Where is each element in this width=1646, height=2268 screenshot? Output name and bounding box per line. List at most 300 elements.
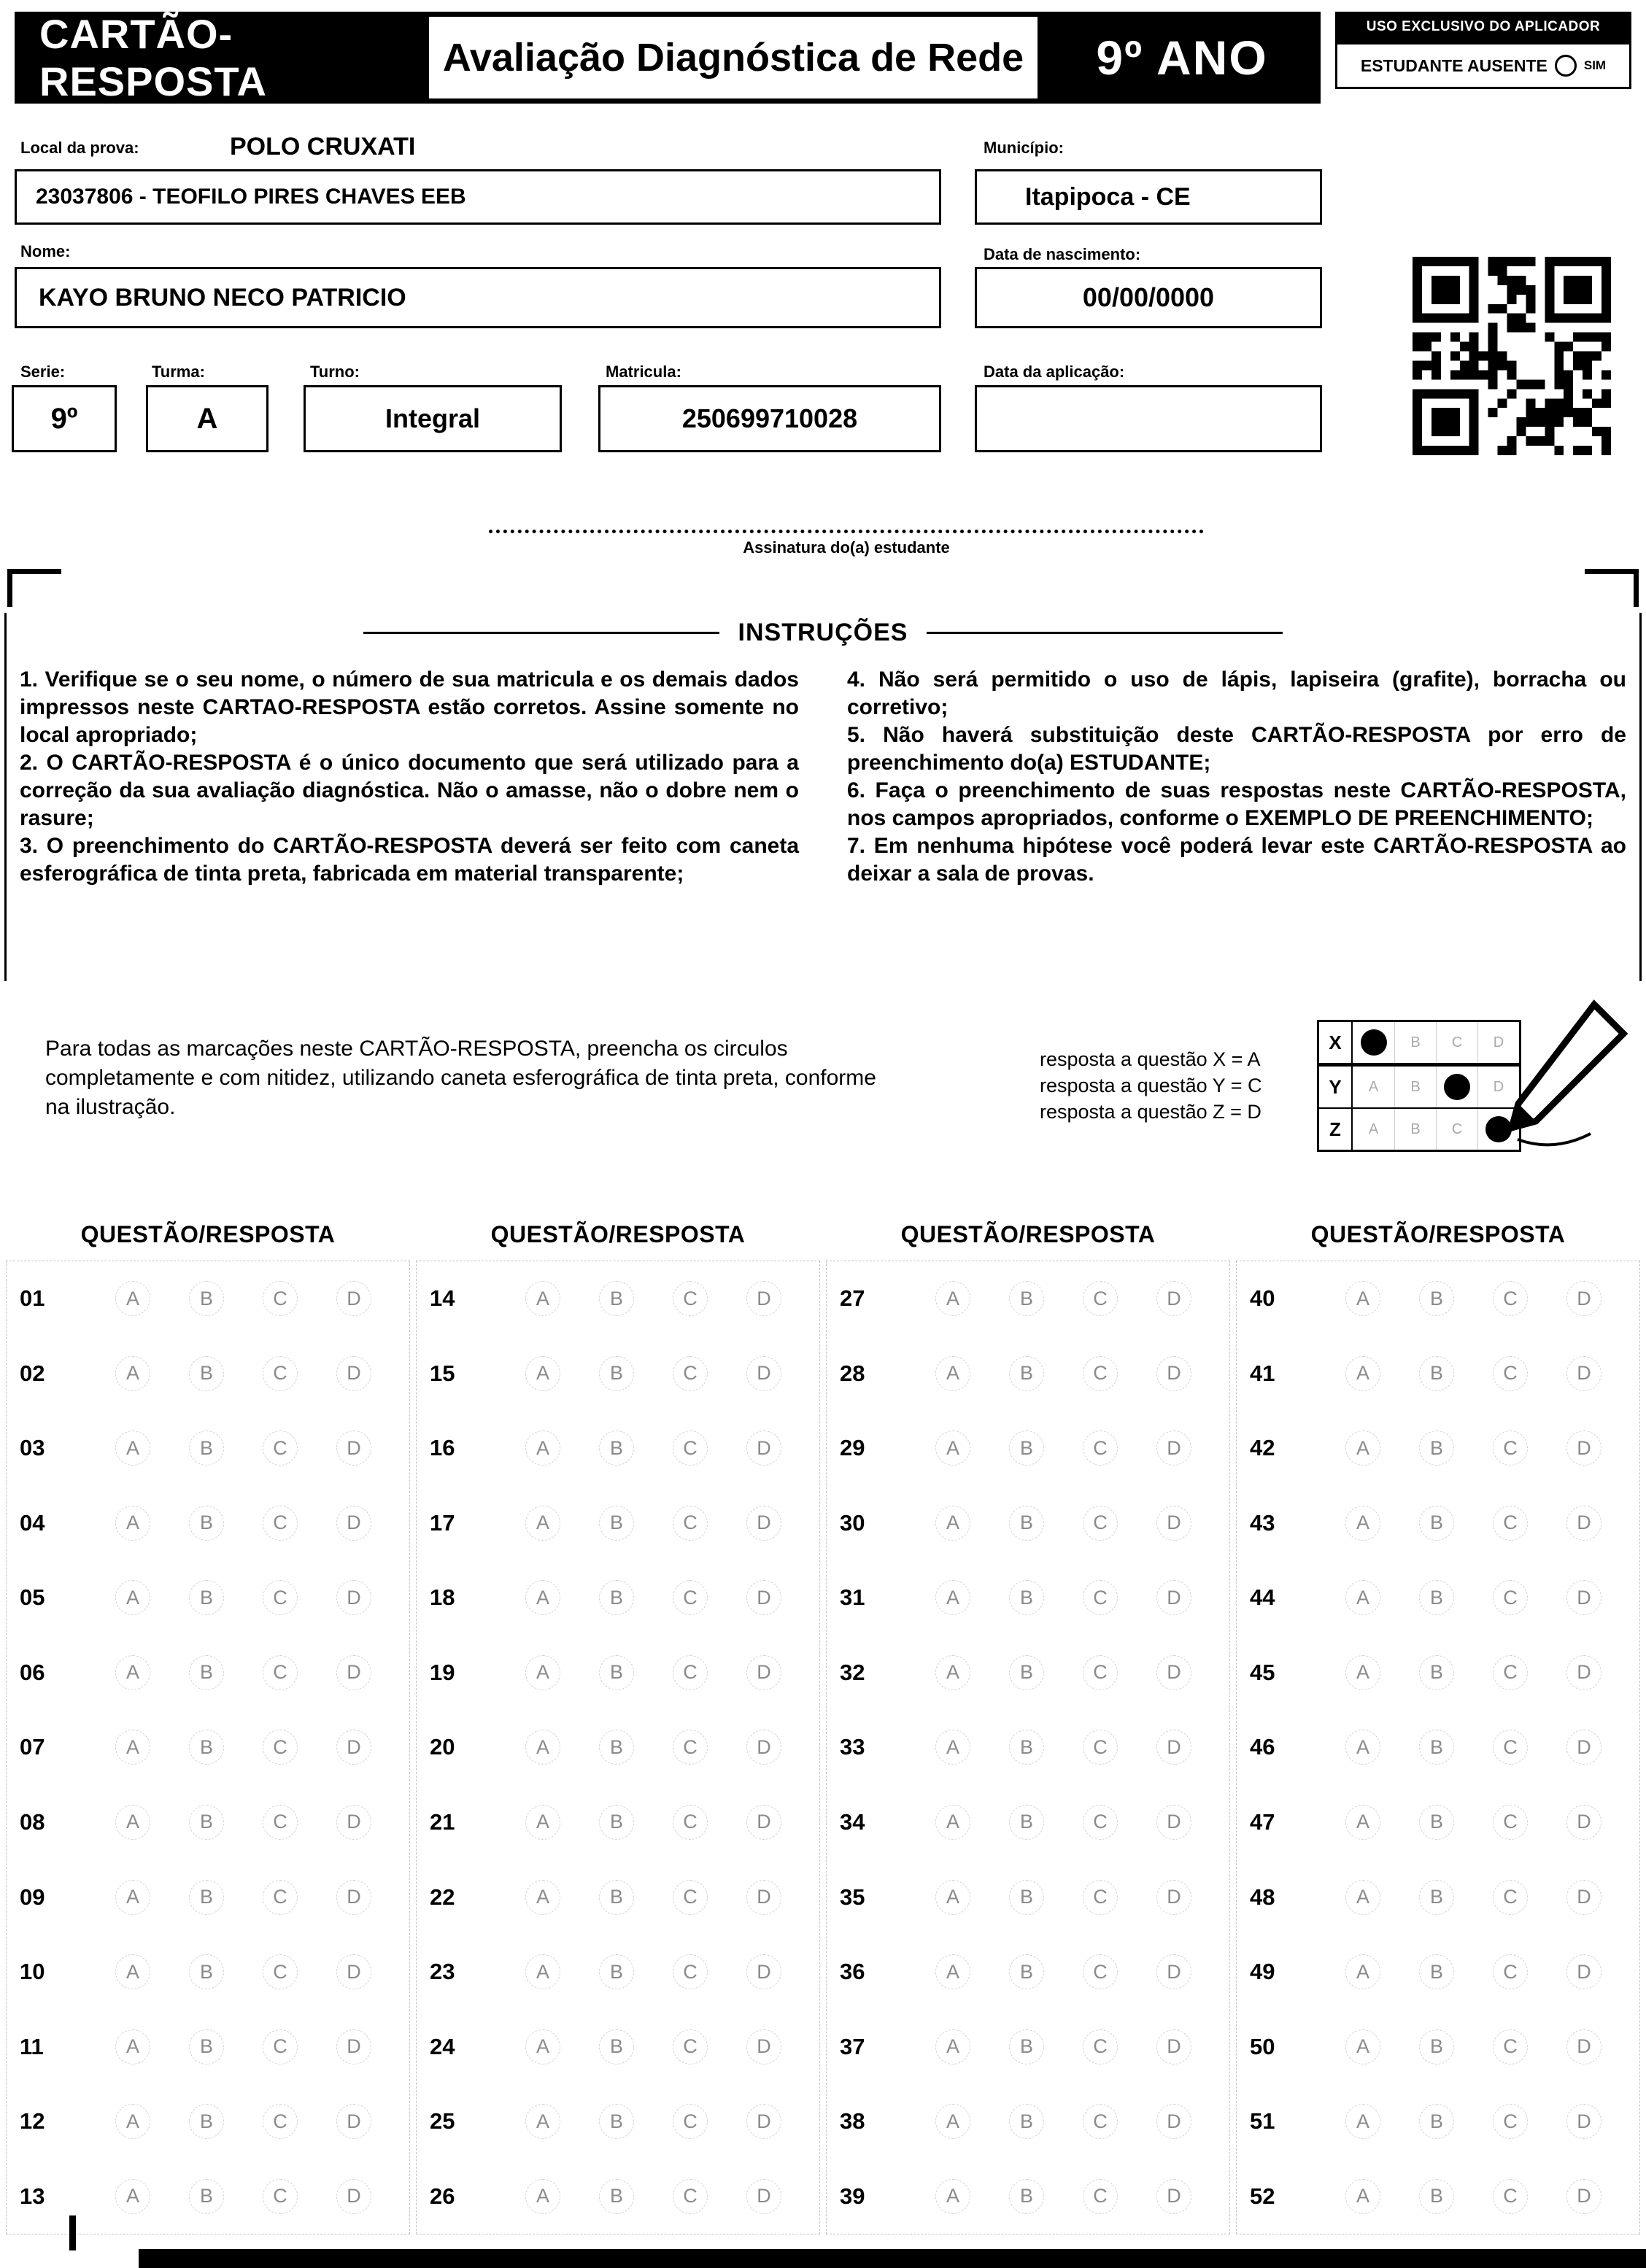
answer-bubble-27-A[interactable]: A [935,1281,970,1316]
question-row-14 [417,1261,819,1336]
answer-bubble-52-C[interactable]: C [1493,2179,1528,2214]
answer-bubble-44-C[interactable]: C [1493,1580,1528,1615]
example-cell-Z-A: A [1368,1121,1379,1137]
turma-label: Turma: [152,363,205,381]
answer-bubble-33-B[interactable]: B [1009,1730,1044,1765]
answer-bubble-13-D[interactable]: D [336,2179,371,2214]
answer-bubble-46-C[interactable]: C [1493,1730,1528,1765]
aplicador-label: USO EXCLUSIVO DO APLICADOR [1335,12,1631,42]
answer-bubble-10-C[interactable]: C [263,1954,298,1989]
answer-bubble-29-C[interactable]: C [1083,1431,1118,1466]
answer-bubble-09-C[interactable]: C [263,1880,298,1915]
question-number: 35 [840,1884,865,1910]
answer-bubble-01-D[interactable]: D [336,1281,371,1316]
question-row-15 [417,1336,819,1412]
answer-bubble-39-D[interactable]: D [1156,2179,1191,2214]
question-number: 04 [20,1509,45,1536]
question-row-11 [7,2009,409,2084]
answer-bubble-34-D[interactable]: D [1156,1805,1191,1840]
answer-bubble-15-B[interactable]: B [599,1356,634,1391]
answer-bubble-01-A[interactable]: A [115,1281,150,1316]
question-number: 13 [20,2183,45,2209]
answer-bubble-27-D[interactable]: D [1156,1281,1191,1316]
answer-bubble-19-C[interactable]: C [673,1655,708,1690]
answer-bubble-14-B[interactable]: B [599,1281,634,1316]
question-number: 43 [1250,1509,1275,1536]
question-row-04 [7,1486,409,1561]
answer-bubble-41-C[interactable]: C [1493,1356,1528,1391]
question-number: 03 [20,1435,45,1461]
answer-bubble-40-D[interactable]: D [1566,1281,1601,1316]
question-number: 31 [840,1584,865,1611]
answer-bubble-22-A[interactable]: A [525,1880,560,1915]
answer-bubble-18-A[interactable]: A [525,1580,560,1615]
answer-bubble-04-A[interactable]: A [115,1506,150,1541]
turno-label: Turno: [310,363,360,381]
answer-bubble-14-C[interactable]: C [673,1281,708,1316]
aplicacao-label: Data da aplicação: [984,363,1125,381]
answer-bubble-47-C[interactable]: C [1493,1805,1528,1840]
answer-column-body [1236,1261,1640,2234]
question-number: 24 [430,2033,455,2059]
answer-bubble-28-B[interactable]: B [1009,1356,1044,1391]
answer-column [1236,1208,1640,2234]
answer-bubble-30-A[interactable]: A [935,1506,970,1541]
question-row-26 [417,2159,819,2234]
question-row-40 [1237,1261,1639,1336]
answer-bubble-26-C[interactable]: C [673,2179,708,2214]
answer-bubble-19-A[interactable]: A [525,1655,560,1690]
answer-bubble-04-B[interactable]: B [189,1506,224,1541]
instruction-item: 5. Não haverá substituição deste CARTÃO-RESPOSTA por erro de preenchimento do(a) ESTUDANTE; [847,723,1626,775]
answer-bubble-45-A[interactable]: A [1345,1655,1380,1690]
answer-bubble-08-D[interactable]: D [336,1805,371,1840]
answer-bubble-02-B[interactable]: B [189,1356,224,1391]
answer-bubble-32-A[interactable]: A [935,1655,970,1690]
answer-bubble-41-A[interactable]: A [1345,1356,1380,1391]
answer-bubble-31-D[interactable]: D [1156,1580,1191,1615]
answer-bubble-43-B[interactable]: B [1419,1506,1454,1541]
answer-bubble-27-B[interactable]: B [1009,1281,1044,1316]
answer-bubble-49-A[interactable]: A [1345,1954,1380,1989]
question-number: 40 [1250,1285,1275,1312]
signature-line[interactable] [489,530,1204,533]
question-number: 25 [430,2108,455,2135]
answer-bubble-05-C[interactable]: C [263,1580,298,1615]
answer-bubble-02-D[interactable]: D [336,1356,371,1391]
legend-line: resposta a questão Z = D [1040,1101,1261,1123]
answer-bubble-36-C[interactable]: C [1083,1954,1118,1989]
answer-bubble-24-C[interactable]: C [673,2029,708,2064]
question-number: 39 [840,2183,865,2209]
answer-bubble-02-C[interactable]: C [263,1356,298,1391]
answer-bubble-32-C[interactable]: C [1083,1655,1118,1690]
answer-bubble-29-A[interactable]: A [935,1431,970,1466]
answer-bubble-33-D[interactable]: D [1156,1730,1191,1765]
registration-bracket-right [1585,569,1639,607]
answer-bubble-49-C[interactable]: C [1493,1954,1528,1989]
question-number: 46 [1250,1734,1275,1760]
answer-bubble-27-C[interactable]: C [1083,1281,1118,1316]
answer-bubble-20-A[interactable]: A [525,1730,560,1765]
answer-bubble-19-D[interactable]: D [746,1655,781,1690]
answer-bubble-35-C[interactable]: C [1083,1880,1118,1915]
answer-bubble-41-B[interactable]: B [1419,1356,1454,1391]
question-number: 11 [20,2033,44,2059]
question-number: 22 [430,1884,455,1910]
answer-bubble-25-C[interactable]: C [673,2104,708,2139]
answer-bubble-25-A[interactable]: A [525,2104,560,2139]
question-number: 30 [840,1509,865,1536]
answer-bubble-24-A[interactable]: A [525,2029,560,2064]
answer-bubble-43-D[interactable]: D [1566,1506,1601,1541]
answer-bubble-15-A[interactable]: A [525,1356,560,1391]
answer-bubble-25-D[interactable]: D [746,2104,781,2139]
question-row-28 [827,1336,1229,1412]
answer-bubble-39-B[interactable]: B [1009,2179,1044,2214]
question-row-10 [7,1935,409,2010]
answer-bubble-02-A[interactable]: A [115,1356,150,1391]
answer-bubble-52-B[interactable]: B [1419,2179,1454,2214]
question-row-19 [417,1636,819,1711]
instructions-title-row [363,619,1283,647]
answer-bubble-29-D[interactable]: D [1156,1431,1191,1466]
answer-bubble-22-D[interactable]: D [746,1880,781,1915]
question-row-17 [417,1486,819,1561]
answer-bubble-50-A[interactable]: A [1345,2029,1380,2064]
example-cell-Y-B: B [1394,1067,1436,1107]
answer-bubble-10-A[interactable]: A [115,1954,150,1989]
question-number: 23 [430,1959,455,1985]
answer-bubble-08-C[interactable]: C [263,1805,298,1840]
answer-bubble-09-B[interactable]: B [189,1880,224,1915]
answer-bubble-11-D[interactable]: D [336,2029,371,2064]
answer-bubble-46-B[interactable]: B [1419,1730,1454,1765]
answer-bubble-45-C[interactable]: C [1493,1655,1528,1690]
answer-bubble-10-D[interactable]: D [336,1954,371,1989]
answer-bubble-49-B[interactable]: B [1419,1954,1454,1989]
answer-bubble-14-D[interactable]: D [746,1281,781,1316]
question-row-49 [1237,1935,1639,2010]
example-cell-Y-A: A [1368,1078,1379,1095]
answer-bubble-45-D[interactable]: D [1566,1655,1601,1690]
instruction-item: 7. Em nenhuma hipótese você poderá levar este CARTÃO-RESPOSTA ao deixar a sala de provas. [847,834,1626,886]
answer-bubble-38-A[interactable]: A [935,2104,970,2139]
answer-bubble-20-D[interactable]: D [746,1730,781,1765]
answer-bubble-52-D[interactable]: D [1566,2179,1601,2214]
answer-bubble-46-D[interactable]: D [1566,1730,1601,1765]
question-number: 07 [20,1734,45,1760]
answer-bubble-20-C[interactable]: C [673,1730,708,1765]
answer-grid [6,1208,1640,2234]
answer-bubble-37-B[interactable]: B [1009,2029,1044,2064]
example-row-label: X [1319,1022,1353,1063]
answer-bubble-28-C[interactable]: C [1083,1356,1118,1391]
answer-bubble-23-B[interactable]: B [599,1954,634,1989]
answer-bubble-20-B[interactable]: B [599,1730,634,1765]
answer-bubble-18-D[interactable]: D [746,1580,781,1615]
answer-bubble-15-C[interactable]: C [673,1356,708,1391]
answer-bubble-04-C[interactable]: C [263,1506,298,1541]
question-number: 47 [1250,1808,1275,1835]
answer-bubble-11-C[interactable]: C [263,2029,298,2064]
answer-bubble-45-B[interactable]: B [1419,1655,1454,1690]
answer-bubble-48-C[interactable]: C [1493,1880,1528,1915]
answer-bubble-43-C[interactable]: C [1493,1506,1528,1541]
answer-bubble-21-B[interactable]: B [599,1805,634,1840]
answer-bubble-42-C[interactable]: C [1493,1431,1528,1466]
answer-bubble-38-D[interactable]: D [1156,2104,1191,2139]
answer-bubble-34-B[interactable]: B [1009,1805,1044,1840]
answer-bubble-31-B[interactable]: B [1009,1580,1044,1615]
answer-bubble-11-B[interactable]: B [189,2029,224,2064]
question-row-35 [827,1859,1229,1935]
question-number: 28 [840,1360,865,1386]
answer-bubble-09-D[interactable]: D [336,1880,371,1915]
answer-bubble-51-C[interactable]: C [1493,2104,1528,2139]
pen-icon [1467,994,1642,1169]
answer-bubble-42-B[interactable]: B [1419,1431,1454,1466]
student-absent-box [1335,42,1631,89]
answer-bubble-46-A[interactable]: A [1345,1730,1380,1765]
answer-bubble-48-D[interactable]: D [1566,1880,1601,1915]
answer-bubble-26-D[interactable]: D [746,2179,781,2214]
answer-bubble-06-B[interactable]: B [189,1655,224,1690]
nascimento-label: Data de nascimento: [984,245,1141,263]
answer-bubble-03-A[interactable]: A [115,1431,150,1466]
local-value: POLO CRUXATI [230,133,416,160]
question-row-52 [1237,2159,1639,2234]
question-row-37 [827,2009,1229,2084]
answer-bubble-25-B[interactable]: B [599,2104,634,2139]
answer-bubble-34-C[interactable]: C [1083,1805,1118,1840]
answer-column-header: QUESTÃO/RESPOSTA [490,1220,746,1247]
answer-column [6,1208,410,2234]
answer-bubble-26-A[interactable]: A [525,2179,560,2214]
answer-bubble-24-B[interactable]: B [599,2029,634,2064]
answer-bubble-37-A[interactable]: A [935,2029,970,2064]
question-number: 19 [430,1659,455,1685]
answer-bubble-12-A[interactable]: A [115,2104,150,2139]
answer-bubble-15-D[interactable]: D [746,1356,781,1391]
answer-bubble-13-B[interactable]: B [189,2179,224,2214]
question-row-03 [7,1411,409,1486]
answer-bubble-31-C[interactable]: C [1083,1580,1118,1615]
question-row-41 [1237,1336,1639,1412]
matricula-label: Matricula: [606,363,681,381]
answer-bubble-23-A[interactable]: A [525,1954,560,1989]
answer-bubble-12-C[interactable]: C [263,2104,298,2139]
signature-label: Assinatura do(a) estudante [743,538,950,557]
answer-bubble-48-A[interactable]: A [1345,1880,1380,1915]
question-number: 01 [20,1285,45,1312]
student-absent-sim-label: SIM [1583,58,1607,72]
answer-bubble-36-B[interactable]: B [1009,1954,1044,1989]
answer-bubble-14-A[interactable]: A [525,1281,560,1316]
question-number: 32 [840,1659,865,1685]
answer-bubble-13-C[interactable]: C [263,2179,298,2214]
answer-bubble-47-B[interactable]: B [1419,1805,1454,1840]
answer-bubble-10-B[interactable]: B [189,1954,224,1989]
example-row-label: Z [1319,1109,1353,1150]
answer-bubble-28-A[interactable]: A [935,1356,970,1391]
answer-bubble-22-B[interactable]: B [599,1880,634,1915]
answer-bubble-49-D[interactable]: D [1566,1954,1601,1989]
answer-bubble-11-A[interactable]: A [115,2029,150,2064]
answer-bubble-34-A[interactable]: A [935,1805,970,1840]
answer-bubble-30-B[interactable]: B [1009,1506,1044,1541]
answer-bubble-44-B[interactable]: B [1419,1580,1454,1615]
answer-bubble-32-D[interactable]: D [1156,1655,1191,1690]
answer-bubble-07-A[interactable]: A [115,1730,150,1765]
answer-bubble-17-A[interactable]: A [525,1506,560,1541]
answer-bubble-03-B[interactable]: B [189,1431,224,1466]
answer-bubble-07-D[interactable]: D [336,1730,371,1765]
answer-bubble-26-B[interactable]: B [599,2179,634,2214]
answer-column-header: QUESTÃO/RESPOSTA [80,1220,336,1247]
answer-bubble-06-C[interactable]: C [263,1655,298,1690]
answer-bubble-21-A[interactable]: A [525,1805,560,1840]
answer-bubble-08-B[interactable]: B [189,1805,224,1840]
question-row-24 [417,2009,819,2084]
answer-bubble-17-C[interactable]: C [673,1506,708,1541]
question-row-22 [417,1859,819,1935]
question-number: 10 [20,1959,45,1985]
question-row-43 [1237,1486,1639,1561]
answer-bubble-04-D[interactable]: D [336,1506,371,1541]
answer-bubble-36-D[interactable]: D [1156,1954,1191,1989]
answer-bubble-01-C[interactable]: C [263,1281,298,1316]
question-row-12 [7,2084,409,2159]
answer-bubble-23-D[interactable]: D [746,1954,781,1989]
answer-bubble-48-B[interactable]: B [1419,1880,1454,1915]
answer-bubble-42-A[interactable]: A [1345,1431,1380,1466]
answer-bubble-05-D[interactable]: D [336,1580,371,1615]
answer-bubble-17-B[interactable]: B [599,1506,634,1541]
answer-bubble-16-A[interactable]: A [525,1431,560,1466]
answer-bubble-05-A[interactable]: A [115,1580,150,1615]
answer-bubble-44-D[interactable]: D [1566,1580,1601,1615]
nome-label: Nome: [20,242,71,260]
answer-bubble-12-B[interactable]: B [189,2104,224,2139]
example-section [0,1015,1646,1198]
answer-bubble-47-A[interactable]: A [1345,1805,1380,1840]
answer-bubble-41-D[interactable]: D [1566,1356,1601,1391]
answer-bubble-09-A[interactable]: A [115,1880,150,1915]
answer-bubble-44-A[interactable]: A [1345,1580,1380,1615]
answer-bubble-51-D[interactable]: D [1566,2104,1601,2139]
answer-bubble-13-A[interactable]: A [115,2179,150,2214]
question-number: 27 [840,1285,865,1312]
answer-bubble-23-C[interactable]: C [673,1954,708,1989]
answer-bubble-37-C[interactable]: C [1083,2029,1118,2064]
answer-bubble-17-D[interactable]: D [746,1506,781,1541]
question-number: 29 [840,1435,865,1461]
bottom-timing-bar [139,2249,1646,2268]
answer-bubble-51-A[interactable]: A [1345,2104,1380,2139]
answer-bubble-07-B[interactable]: B [189,1730,224,1765]
question-number: 52 [1250,2183,1275,2209]
answer-bubble-24-D[interactable]: D [746,2029,781,2064]
answer-bubble-03-D[interactable]: D [336,1431,371,1466]
answer-bubble-29-B[interactable]: B [1009,1431,1044,1466]
answer-bubble-39-C[interactable]: C [1083,2179,1118,2214]
answer-bubble-35-A[interactable]: A [935,1880,970,1915]
question-number: 18 [430,1584,455,1611]
answer-bubble-16-D[interactable]: D [746,1431,781,1466]
answer-bubble-36-A[interactable]: A [935,1954,970,1989]
answer-bubble-21-C[interactable]: C [673,1805,708,1840]
question-row-31 [827,1560,1229,1636]
qr-code [1413,257,1611,455]
answer-bubble-03-C[interactable]: C [263,1431,298,1466]
answer-bubble-22-C[interactable]: C [673,1880,708,1915]
question-row-20 [417,1710,819,1785]
answer-bubble-31-A[interactable]: A [935,1580,970,1615]
divider [363,632,719,634]
instruction-item: 3. O preenchimento do CARTÃO-RESPOSTA deverá ser feito com caneta esferográfica de tinta preta, fabricada em material transparente; [20,834,799,886]
school-field: 23037806 - TEOFILO PIRES CHAVES EEB [15,169,941,225]
answer-bubble-35-D[interactable]: D [1156,1880,1191,1915]
answer-bubble-40-C[interactable]: C [1493,1281,1528,1316]
question-row-29 [827,1411,1229,1486]
answer-bubble-33-A[interactable]: A [935,1730,970,1765]
answer-bubble-30-C[interactable]: C [1083,1506,1118,1541]
answer-bubble-35-B[interactable]: B [1009,1880,1044,1915]
answer-bubble-05-B[interactable]: B [189,1580,224,1615]
answer-bubble-28-D[interactable]: D [1156,1356,1191,1391]
student-absent-bubble[interactable] [1555,55,1577,77]
answer-column [416,1208,820,2234]
answer-bubble-38-C[interactable]: C [1083,2104,1118,2139]
answer-bubble-37-D[interactable]: D [1156,2029,1191,2064]
question-number: 50 [1250,2033,1275,2059]
answer-bubble-30-D[interactable]: D [1156,1506,1191,1541]
answer-bubble-50-D[interactable]: D [1566,2029,1601,2064]
answer-bubble-08-A[interactable]: A [115,1805,150,1840]
answer-bubble-50-C[interactable]: C [1493,2029,1528,2064]
question-row-01 [7,1261,409,1336]
answer-bubble-43-A[interactable]: A [1345,1506,1380,1541]
answer-bubble-52-A[interactable]: A [1345,2179,1380,2214]
answer-bubble-38-B[interactable]: B [1009,2104,1044,2139]
answer-bubble-39-A[interactable]: A [935,2179,970,2214]
answer-bubble-50-B[interactable]: B [1419,2029,1454,2064]
answer-bubble-18-B[interactable]: B [599,1580,634,1615]
answer-bubble-06-A[interactable]: A [115,1655,150,1690]
answer-bubble-47-D[interactable]: D [1566,1805,1601,1840]
answer-bubble-07-C[interactable]: C [263,1730,298,1765]
answer-bubble-51-B[interactable]: B [1419,2104,1454,2139]
answer-bubble-16-C[interactable]: C [673,1431,708,1466]
answer-bubble-12-D[interactable]: D [336,2104,371,2139]
municipio-label: Município: [984,139,1064,157]
example-legend [1040,1046,1261,1125]
example-cell-Z-C: C [1436,1109,1477,1150]
answer-bubble-40-B[interactable]: B [1419,1281,1454,1316]
answer-bubble-19-B[interactable]: B [599,1655,634,1690]
answer-bubble-42-D[interactable]: D [1566,1431,1601,1466]
answer-bubble-40-A[interactable]: A [1345,1281,1380,1316]
answer-bubble-06-D[interactable]: D [336,1655,371,1690]
answer-bubble-18-C[interactable]: C [673,1580,708,1615]
answer-bubble-16-B[interactable]: B [599,1431,634,1466]
answer-bubble-01-B[interactable]: B [189,1281,224,1316]
answer-bubble-33-C[interactable]: C [1083,1730,1118,1765]
answer-bubble-21-D[interactable]: D [746,1805,781,1840]
filled-bubble [1361,1029,1387,1056]
answer-bubble-32-B[interactable]: B [1009,1655,1044,1690]
